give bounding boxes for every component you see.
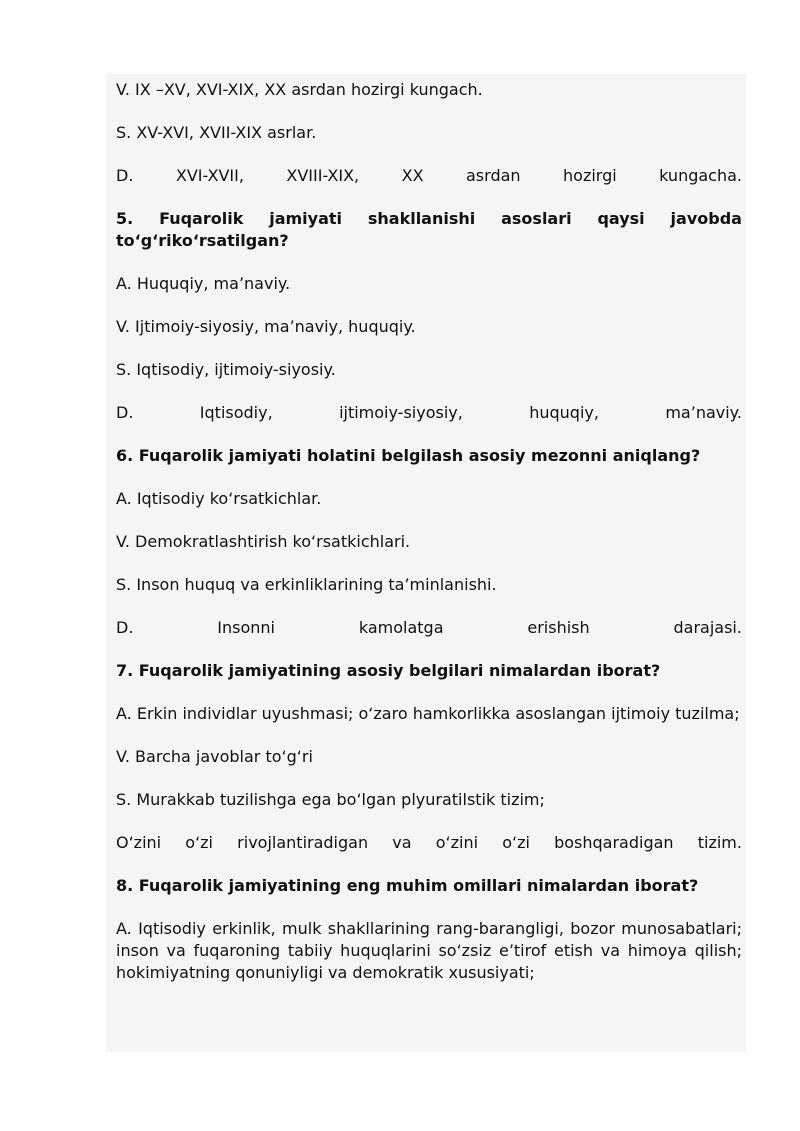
word: darajasi. xyxy=(673,618,742,637)
word: hozirgi xyxy=(563,166,617,185)
word: Insonni xyxy=(217,618,275,637)
answer-option-d xyxy=(116,617,742,639)
question-5-line-1 xyxy=(116,208,742,230)
word: javobda xyxy=(670,209,742,228)
word: D. xyxy=(116,403,134,422)
word: o‘zi xyxy=(185,833,213,852)
answer-option-v: V. Ijtimoiy-siyosiy, ma’naviy, huquqiy. xyxy=(116,317,416,336)
word: o‘zini xyxy=(435,833,479,852)
word: XVI-XVII, xyxy=(175,166,244,185)
word: XX xyxy=(401,166,424,185)
answer-option-s: S. Murakkab tuzilishga ega bo‘lgan plyuratilstik tizim; xyxy=(116,790,545,809)
answer-option-s: S. Iqtisodiy, ijtimoiy-siyosiy. xyxy=(116,360,336,379)
word: Fuqarolik xyxy=(159,209,244,228)
word: jamiyati xyxy=(269,209,342,228)
question-text-block xyxy=(116,79,742,1005)
answer-option-d xyxy=(116,165,742,187)
word: kamolatga xyxy=(358,618,444,637)
word: D. xyxy=(116,166,134,185)
word: rivojlantiradigan xyxy=(237,833,369,852)
word: D. xyxy=(116,618,134,637)
word: tizim. xyxy=(697,833,742,852)
word: huquqiy, xyxy=(529,403,599,422)
answer-option-a: A. Iqtisodiy erkinlik, mulk shakllarining rang-barangligi, bozor munosabatlari; inson va fuqaroning tabiiy huquqlarini so‘zsiz e’tirof etish va himoya qilish; hokimiyatning qonuniyligi va demokratik xususiyati; xyxy=(116,919,742,982)
word: Iqtisodiy, xyxy=(199,403,273,422)
question-6: 6. Fuqarolik jamiyati holatini belgilash asosiy mezonni aniqlang? xyxy=(116,446,701,465)
word: kungacha. xyxy=(659,166,742,185)
answer-option-v: V. Barcha javoblar to‘g‘ri xyxy=(116,747,313,766)
word: boshqaradigan xyxy=(554,833,674,852)
word: XVIII-XIX, xyxy=(286,166,360,185)
word: ijtimoiy-siyosiy, xyxy=(339,403,463,422)
answer-option-a: A. Huquqiy, ma’naviy. xyxy=(116,274,291,293)
question-8: 8. Fuqarolik jamiyatining eng muhim omillari nimalardan iborat? xyxy=(116,876,699,895)
word: asoslari xyxy=(501,209,572,228)
word: asrdan xyxy=(466,166,521,185)
answer-option-s: S. XV-XVI, XVII-XIX asrlar. xyxy=(116,123,317,142)
answer-option-s: S. Inson huquq va erkinliklarining ta’minlanishi. xyxy=(116,575,497,594)
answer-option-a: A. Erkin individlar uyushmasi; o‘zaro hamkorlikka asoslangan ijtimoiy tuzilma; xyxy=(116,704,740,723)
word: va xyxy=(392,833,412,852)
answer-option-d xyxy=(116,402,742,424)
question-5-line-2: to‘g‘riko‘rsatilgan? xyxy=(116,231,289,250)
word: ma’naviy. xyxy=(665,403,742,422)
answer-option-v: V. IX –XV, XVI-XIX, XX asrdan hozirgi kungach. xyxy=(116,80,483,99)
question-7: 7. Fuqarolik jamiyatining asosiy belgilari nimalardan iborat? xyxy=(116,661,661,680)
word: shakllanishi xyxy=(367,209,476,228)
answer-option-a: A. Iqtisodiy ko‘rsatkichlar. xyxy=(116,489,322,508)
word: erishish xyxy=(527,618,590,637)
answer-option-v: V. Demokratlashtirish ko‘rsatkichlari. xyxy=(116,532,411,551)
word: qaysi xyxy=(597,209,645,228)
word: o‘zi xyxy=(502,833,530,852)
question-5 xyxy=(116,208,742,252)
word: 5. xyxy=(116,209,134,228)
word: O‘zini xyxy=(116,833,162,852)
answer-option-d xyxy=(116,832,742,854)
